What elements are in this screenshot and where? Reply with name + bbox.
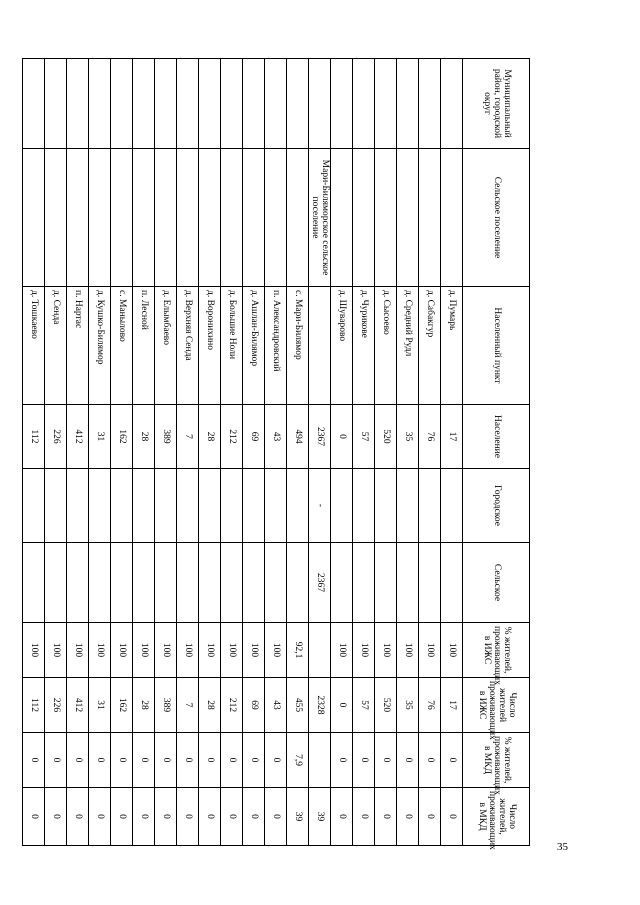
header-num-mkd: Число жителей, проживающих в МКД — [463, 788, 530, 846]
cell-pct-mkd — [309, 733, 331, 788]
cell-pct-izhs: 92,1 — [287, 623, 309, 678]
table-row — [23, 59, 45, 846]
cell-rural — [177, 543, 199, 623]
header-urban: Городское — [463, 469, 530, 543]
cell-urban — [441, 469, 463, 543]
cell-district — [441, 59, 463, 149]
cell-settlement — [331, 149, 353, 287]
cell-num-izhs: 43 — [265, 678, 287, 733]
table-row — [331, 59, 353, 846]
cell-locality: д. Сенда — [45, 287, 67, 405]
cell-population: 0 — [331, 405, 353, 469]
cell-population: 494 — [287, 405, 309, 469]
cell-settlement — [45, 149, 67, 287]
cell-num-izhs: 7 — [177, 678, 199, 733]
cell-pct-mkd: 0 — [23, 733, 45, 788]
cell-pct-izhs: 100 — [353, 623, 375, 678]
cell-settlement — [155, 149, 177, 287]
cell-locality: с. Манылово — [111, 287, 133, 405]
cell-num-mkd: 0 — [67, 788, 89, 846]
cell-district — [309, 59, 331, 149]
cell-district — [23, 59, 45, 149]
cell-pct-izhs: 100 — [265, 623, 287, 678]
cell-rural — [89, 543, 111, 623]
cell-population: 28 — [199, 405, 221, 469]
cell-num-mkd: 0 — [397, 788, 419, 846]
cell-rural — [287, 543, 309, 623]
cell-urban — [419, 469, 441, 543]
table-row — [221, 59, 243, 846]
cell-num-mkd: 0 — [353, 788, 375, 846]
cell-urban — [243, 469, 265, 543]
cell-num-izhs: 412 — [67, 678, 89, 733]
cell-num-mkd: 0 — [221, 788, 243, 846]
cell-urban — [155, 469, 177, 543]
cell-locality: д. Воронихино — [199, 287, 221, 405]
cell-locality: д. Тошкаево — [23, 287, 45, 405]
table-row — [441, 59, 463, 846]
cell-population: 226 — [45, 405, 67, 469]
cell-urban — [89, 469, 111, 543]
table-row — [45, 59, 67, 846]
cell-locality: д. Шуварово — [331, 287, 353, 405]
cell-num-izhs: 520 — [375, 678, 397, 733]
cell-rural — [133, 543, 155, 623]
cell-population: 57 — [353, 405, 375, 469]
cell-district — [287, 59, 309, 149]
cell-pct-mkd: 0 — [155, 733, 177, 788]
cell-num-izhs: 455 — [287, 678, 309, 733]
cell-locality: д. Елымбаево — [155, 287, 177, 405]
cell-settlement — [89, 149, 111, 287]
cell-num-izhs: 212 — [221, 678, 243, 733]
cell-pct-izhs: 100 — [331, 623, 353, 678]
cell-num-izhs: 162 — [111, 678, 133, 733]
cell-district — [419, 59, 441, 149]
cell-population: 2367 — [309, 405, 331, 469]
cell-rural — [67, 543, 89, 623]
cell-pct-izhs: 100 — [133, 623, 155, 678]
cell-district — [199, 59, 221, 149]
cell-num-mkd: 0 — [133, 788, 155, 846]
cell-num-mkd: 0 — [177, 788, 199, 846]
cell-settlement — [265, 149, 287, 287]
cell-settlement — [23, 149, 45, 287]
cell-district — [155, 59, 177, 149]
cell-settlement — [375, 149, 397, 287]
cell-num-mkd: 0 — [89, 788, 111, 846]
cell-locality: с. Мари-Билямор — [287, 287, 309, 405]
cell-pct-mkd: 0 — [243, 733, 265, 788]
cell-pct-izhs: 100 — [177, 623, 199, 678]
cell-pct-mkd: 0 — [89, 733, 111, 788]
table-row — [265, 59, 287, 846]
cell-population: 31 — [89, 405, 111, 469]
cell-num-mkd: 0 — [265, 788, 287, 846]
cell-urban — [133, 469, 155, 543]
cell-locality: п. Нартас — [67, 287, 89, 405]
cell-urban — [23, 469, 45, 543]
cell-num-izhs: 389 — [155, 678, 177, 733]
cell-rural — [243, 543, 265, 623]
cell-pct-izhs: 100 — [111, 623, 133, 678]
cell-pct-mkd: 0 — [419, 733, 441, 788]
header-row — [463, 59, 530, 846]
cell-population: 520 — [375, 405, 397, 469]
cell-district — [89, 59, 111, 149]
cell-urban — [397, 469, 419, 543]
cell-pct-izhs: 100 — [441, 623, 463, 678]
cell-num-izhs: 28 — [199, 678, 221, 733]
cell-urban — [265, 469, 287, 543]
cell-pct-izhs: 100 — [155, 623, 177, 678]
cell-population: 112 — [23, 405, 45, 469]
cell-num-mkd: 0 — [375, 788, 397, 846]
cell-locality: д. Верхняя Сенда — [177, 287, 199, 405]
cell-settlement — [441, 149, 463, 287]
cell-pct-mkd: 0 — [331, 733, 353, 788]
cell-district — [177, 59, 199, 149]
cell-urban — [111, 469, 133, 543]
cell-pct-mkd: 0 — [265, 733, 287, 788]
cell-urban — [177, 469, 199, 543]
cell-rural — [155, 543, 177, 623]
cell-rural — [353, 543, 375, 623]
table-row — [155, 59, 177, 846]
cell-population: 17 — [441, 405, 463, 469]
table-row — [353, 59, 375, 846]
cell-num-izhs: 57 — [353, 678, 375, 733]
cell-num-mkd: 39 — [287, 788, 309, 846]
cell-rural — [331, 543, 353, 623]
cell-num-izhs: 0 — [331, 678, 353, 733]
cell-district — [221, 59, 243, 149]
cell-locality — [309, 287, 331, 405]
cell-settlement — [353, 149, 375, 287]
cell-settlement: Мари-Биляморское сельское поселение — [309, 149, 331, 287]
cell-pct-mkd: 0 — [397, 733, 419, 788]
page-number: 35 — [557, 841, 568, 853]
cell-pct-izhs: 100 — [221, 623, 243, 678]
cell-pct-mkd: 0 — [375, 733, 397, 788]
cell-num-mkd: 0 — [243, 788, 265, 846]
cell-population: 69 — [243, 405, 265, 469]
cell-settlement — [67, 149, 89, 287]
cell-settlement — [177, 149, 199, 287]
cell-settlement — [221, 149, 243, 287]
cell-settlement — [111, 149, 133, 287]
table-row — [287, 59, 309, 846]
cell-rural — [23, 543, 45, 623]
cell-pct-izhs: 100 — [419, 623, 441, 678]
cell-pct-izhs: 100 — [397, 623, 419, 678]
header-rural: Сельское — [463, 543, 530, 623]
cell-num-izhs: 226 — [45, 678, 67, 733]
cell-pct-izhs — [309, 623, 331, 678]
header-num-izhs: Число жителей проживающих в ИЖС — [463, 678, 530, 733]
table-row — [199, 59, 221, 846]
cell-rural — [265, 543, 287, 623]
header-district: Муниципальный район, городской округ — [463, 59, 530, 149]
cell-urban: - — [309, 469, 331, 543]
cell-rural — [419, 543, 441, 623]
cell-district — [133, 59, 155, 149]
cell-locality: д. Сабакгур — [419, 287, 441, 405]
cell-locality: д. Средний Рудл — [397, 287, 419, 405]
cell-settlement — [287, 149, 309, 287]
cell-rural: 2367 — [309, 543, 331, 623]
cell-locality: д. Чурикове — [353, 287, 375, 405]
cell-urban — [375, 469, 397, 543]
cell-num-izhs: 35 — [397, 678, 419, 733]
cell-num-izhs: 76 — [419, 678, 441, 733]
cell-settlement — [419, 149, 441, 287]
cell-locality: п. Лесной — [133, 287, 155, 405]
cell-rural — [441, 543, 463, 623]
cell-district — [111, 59, 133, 149]
cell-num-izhs: 17 — [441, 678, 463, 733]
cell-settlement — [133, 149, 155, 287]
cell-population: 162 — [111, 405, 133, 469]
cell-num-mkd: 0 — [155, 788, 177, 846]
cell-pct-mkd: 7,9 — [287, 733, 309, 788]
cell-locality: д. Ашлан-Билямор — [243, 287, 265, 405]
cell-pct-mkd: 0 — [177, 733, 199, 788]
cell-pct-mkd: 0 — [441, 733, 463, 788]
cell-locality: д. Сысоево — [375, 287, 397, 405]
cell-rural — [221, 543, 243, 623]
cell-num-mkd: 0 — [45, 788, 67, 846]
cell-pct-izhs: 100 — [199, 623, 221, 678]
header-population: Население — [463, 405, 530, 469]
cell-num-izhs: 31 — [89, 678, 111, 733]
header-locality: Населенный пункт — [463, 287, 530, 405]
header-settlement: Сельское поселение — [463, 149, 530, 287]
cell-pct-izhs: 100 — [23, 623, 45, 678]
cell-population: 76 — [419, 405, 441, 469]
cell-population: 35 — [397, 405, 419, 469]
cell-pct-izhs: 100 — [67, 623, 89, 678]
cell-locality: п. Александровский — [265, 287, 287, 405]
header-pct-mkd: % жителей, проживающих в МКД — [463, 733, 530, 788]
cell-urban — [45, 469, 67, 543]
cell-urban — [199, 469, 221, 543]
rotated-table — [29, 58, 530, 850]
cell-urban — [221, 469, 243, 543]
cell-urban — [287, 469, 309, 543]
cell-rural — [199, 543, 221, 623]
cell-pct-izhs: 100 — [243, 623, 265, 678]
cell-settlement — [243, 149, 265, 287]
population-table — [22, 58, 530, 850]
cell-num-mkd: 0 — [331, 788, 353, 846]
cell-district — [67, 59, 89, 149]
cell-district — [265, 59, 287, 149]
header-pct-izhs: % жителей, проживающих в ИЖС — [463, 623, 530, 678]
cell-urban — [331, 469, 353, 543]
cell-pct-mkd: 0 — [221, 733, 243, 788]
cell-urban — [67, 469, 89, 543]
table-row — [89, 59, 111, 846]
cell-locality: д. Кушко-Билямор — [89, 287, 111, 405]
cell-pct-mkd: 0 — [133, 733, 155, 788]
cell-num-izhs: 28 — [133, 678, 155, 733]
cell-district — [331, 59, 353, 149]
cell-population: 412 — [67, 405, 89, 469]
cell-district — [375, 59, 397, 149]
cell-district — [353, 59, 375, 149]
cell-pct-izhs: 100 — [375, 623, 397, 678]
cell-pct-mkd: 0 — [199, 733, 221, 788]
cell-rural — [397, 543, 419, 623]
table-container — [29, 58, 530, 850]
table-row — [177, 59, 199, 846]
table-row — [375, 59, 397, 846]
cell-pct-mkd: 0 — [111, 733, 133, 788]
cell-settlement — [199, 149, 221, 287]
cell-district — [45, 59, 67, 149]
table-row — [397, 59, 419, 846]
cell-urban — [353, 469, 375, 543]
cell-pct-mkd: 0 — [45, 733, 67, 788]
cell-pct-mkd: 0 — [67, 733, 89, 788]
cell-num-mkd: 39 — [309, 788, 331, 846]
cell-pct-izhs: 100 — [89, 623, 111, 678]
cell-num-izhs: 112 — [23, 678, 45, 733]
cell-num-izhs: 2328 — [309, 678, 331, 733]
cell-settlement — [397, 149, 419, 287]
cell-locality: д. Пумарь — [441, 287, 463, 405]
cell-population: 389 — [155, 405, 177, 469]
cell-pct-izhs: 100 — [45, 623, 67, 678]
cell-district — [397, 59, 419, 149]
cell-num-mkd: 0 — [199, 788, 221, 846]
table-body — [23, 59, 463, 846]
table-row — [67, 59, 89, 846]
cell-population: 28 — [133, 405, 155, 469]
cell-rural — [45, 543, 67, 623]
cell-num-mkd: 0 — [111, 788, 133, 846]
cell-rural — [375, 543, 397, 623]
cell-pct-mkd: 0 — [353, 733, 375, 788]
cell-num-mkd: 0 — [441, 788, 463, 846]
table-row — [133, 59, 155, 846]
table-row — [309, 59, 331, 846]
table-row — [419, 59, 441, 846]
cell-locality: д. Большие Ноли — [221, 287, 243, 405]
cell-num-mkd: 0 — [23, 788, 45, 846]
table-row — [243, 59, 265, 846]
cell-num-mkd: 0 — [419, 788, 441, 846]
cell-population: 43 — [265, 405, 287, 469]
table-row — [111, 59, 133, 846]
cell-population: 212 — [221, 405, 243, 469]
cell-rural — [111, 543, 133, 623]
cell-num-izhs: 69 — [243, 678, 265, 733]
cell-district — [243, 59, 265, 149]
cell-population: 7 — [177, 405, 199, 469]
